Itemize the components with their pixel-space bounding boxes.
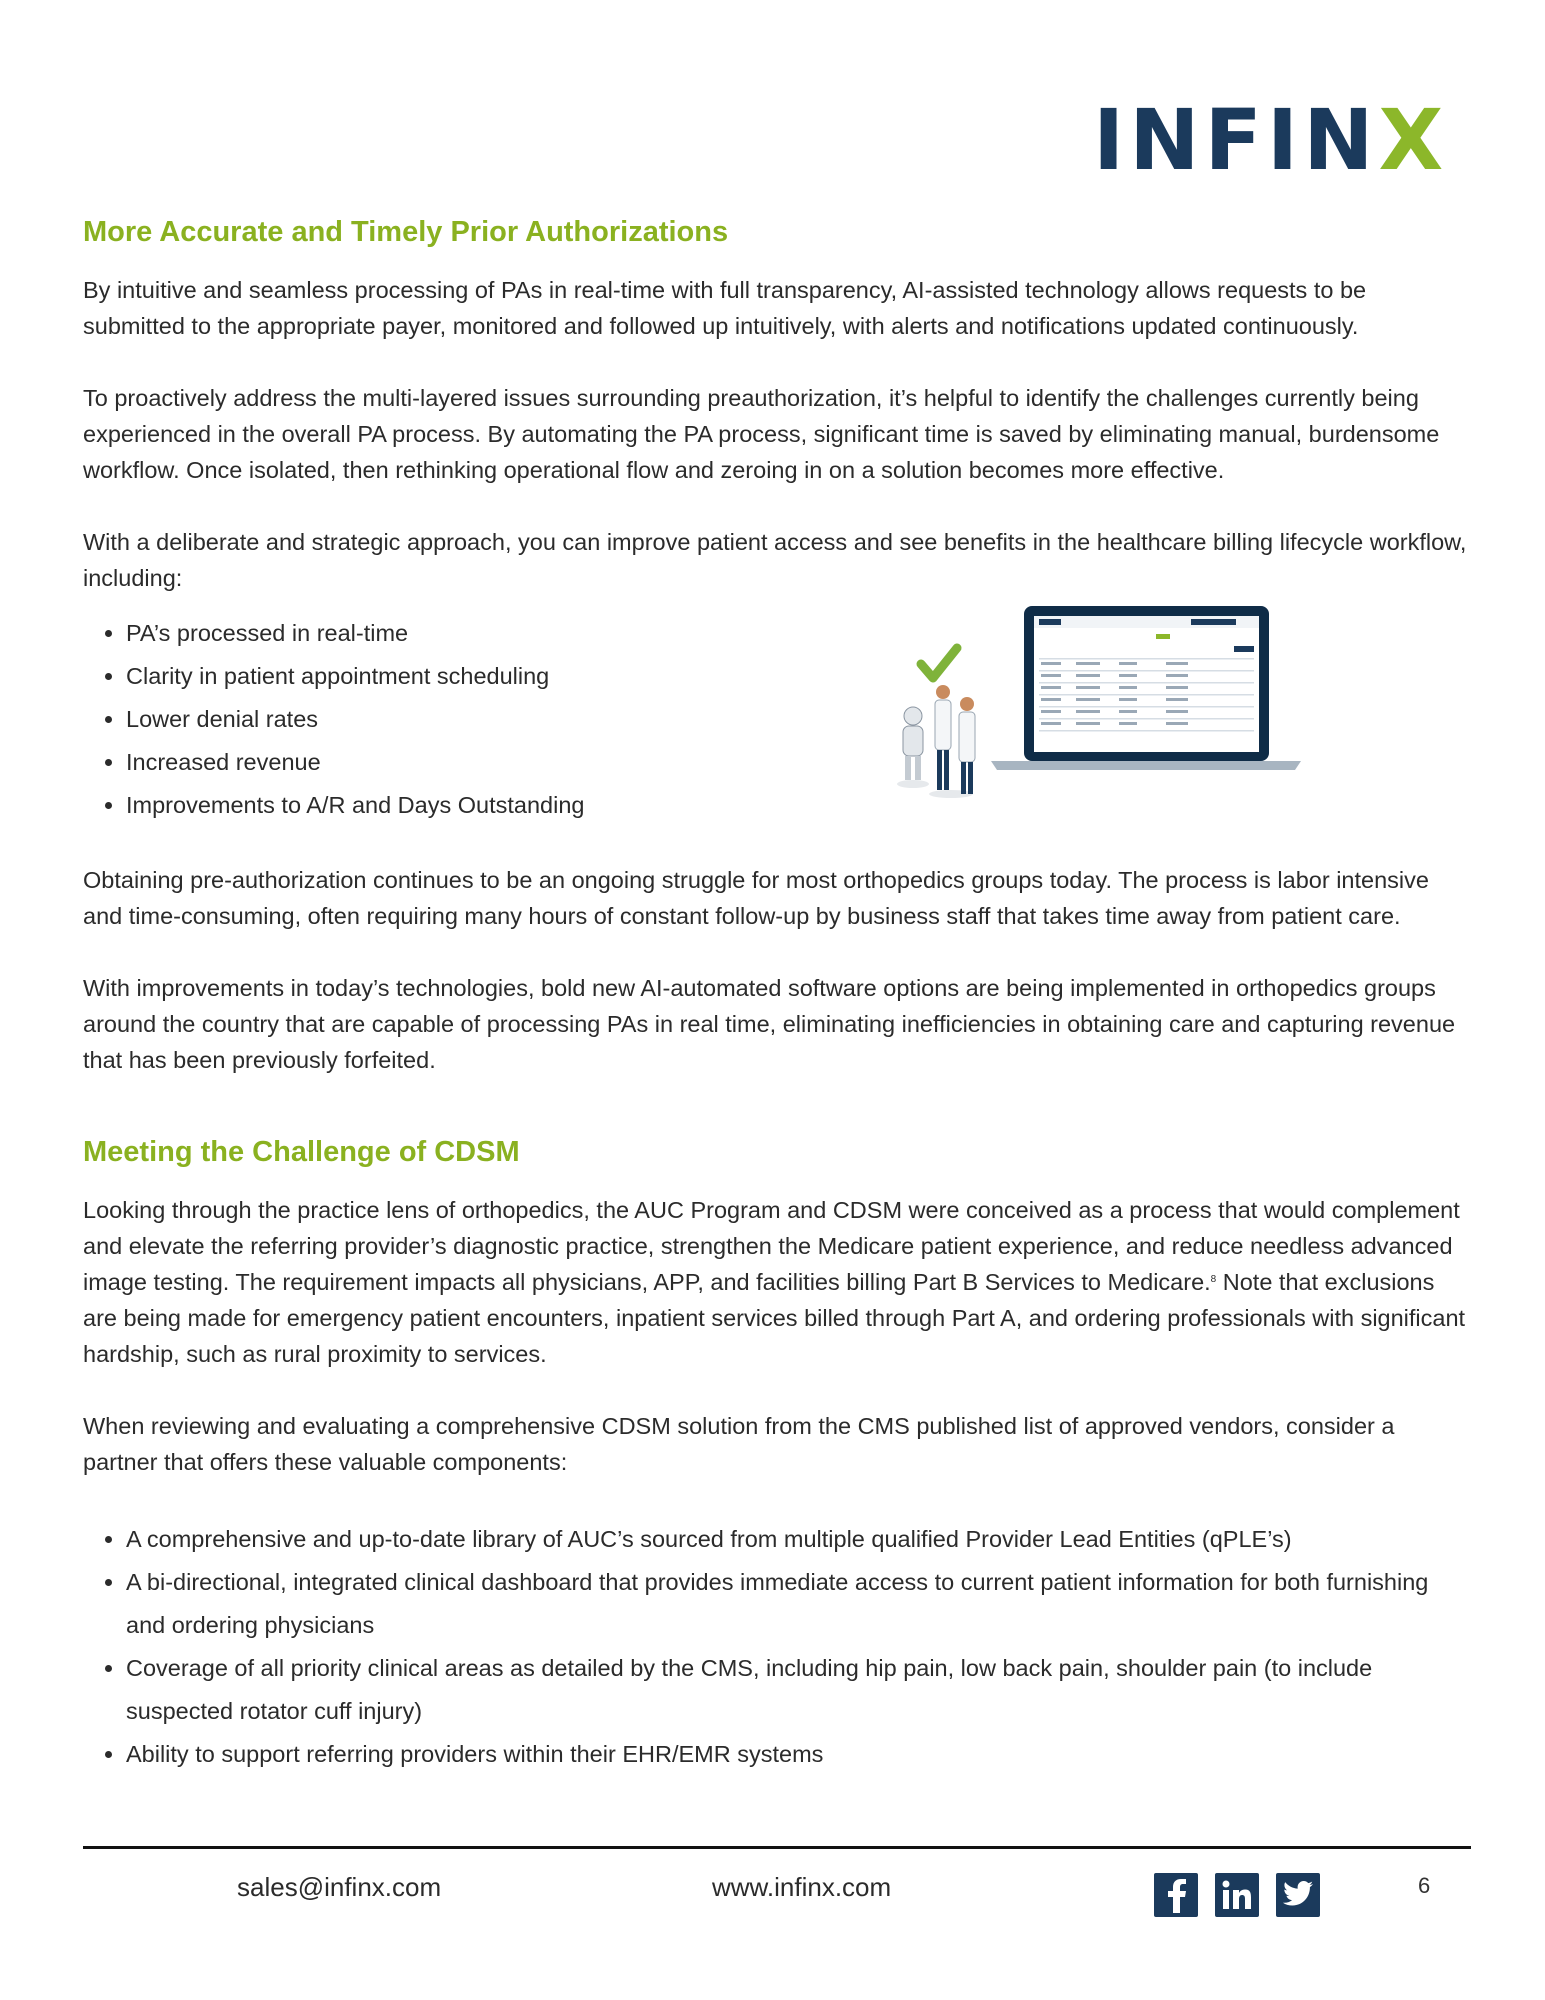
paragraph: When reviewing and evaluating a comprehensive CDSM solution from the CMS published list of approved vendors, consider a partner that offers these valuable components: [83,1413,1395,1475]
heading-prior-authorizations: More Accurate and Timely Prior Authorizations [83,216,729,248]
paragraph [83,1192,1473,1372]
list-item: • Coverage of all priority clinical areas as detailed by the CMS, including hip pain, low back pain, shoulder pain (to include suspected rotator cuff injury) [126,1647,1473,1733]
footnote-reference: 8 [1210,1274,1217,1285]
paragraph: With a deliberate and strategic approach, you can improve patient access and see benefits in the healthcare billing lifecycle workflow, including: [83,529,1467,591]
logo-accent: X [1378,91,1449,189]
list-item: • Lower denial rates [126,698,1473,741]
page-content [83,214,1473,1776]
list-item: • Ability to support referring providers within their EHR/EMR systems [126,1733,1473,1776]
footer-divider [83,1846,1471,1849]
paragraph: By intuitive and seamless processing of PAs in real-time with full transparency, AI-assisted technology allows requests to be submitted to the appropriate payer, monitored and followed up intuitively, with alerts and notifications updated continuously. [83,277,1367,339]
heading-cdsm: Meeting the Challenge of CDSM [83,1136,520,1168]
paragraph: With improvements in today’s technologies, bold new AI-automated software options are being implemented in orthopedics groups around the country that are capable of processing PAs in real time, eliminating inefficiencies in obtaining care and capturing revenue that has been previously forfeited. [83,975,1456,1073]
list-item: • PA’s processed in real-time [126,612,1473,655]
paragraph-text: Note that exclusions are being made for emergency patient encounters, inpatient services billed through Part A, and ordering professionals with significant hardship, such as rural proximity to services. [83,1269,1466,1367]
paragraph: Obtaining pre-authorization continues to be an ongoing struggle for most orthopedics groups today. The process is labor intensive and time-consuming, often requiring many hours of constant follow-up by business staff that takes time away from patient care. [83,867,1429,929]
list-item: • A bi-directional, integrated clinical dashboard that provides immediate access to current patient information for both furnishing and ordering physicians [126,1561,1473,1647]
components-list [83,1518,1473,1776]
list-item: • Clarity in patient appointment scheduling [126,655,1473,698]
social-links [1154,1873,1320,1917]
twitter-icon[interactable] [1276,1873,1320,1917]
linkedin-icon[interactable] [1215,1873,1259,1917]
facebook-icon[interactable] [1154,1873,1198,1917]
logo-text: INFIN [1093,91,1379,189]
paragraph-text: Looking through the practice lens of orthopedics, the AUC Program and CDSM were conceived as a process that would complement and elevate the referring provider’s diagnostic practice, strengthen the Medicare patient experience, and reduce needless advanced image testing. The requirement impacts all physicians, APP, and facilities billing Part B Services to Medicare. [83,1197,1460,1295]
paragraph: To proactively address the multi-layered issues surrounding preauthorization, it’s helpful to identify the challenges currently being experienced in the overall PA process. By automating the PA process, significant time is saved by eliminating manual, burdensome workflow. Once isolated, then rethinking operational flow and zeroing in on a solution becomes more effective. [83,385,1440,483]
footer-email[interactable]: sales@infinx.com [237,1872,442,1902]
laptop-robot-illustration [891,604,1381,804]
list-item: • Increased revenue [126,741,1473,784]
footer-website[interactable]: www.infinx.com [712,1872,892,1902]
benefits-block [83,612,1473,842]
page-number: 6 [1418,1873,1431,1898]
infinx-logo [1093,91,1449,189]
list-item: • Improvements to A/R and Days Outstanding [126,784,1473,827]
list-item: • A comprehensive and up-to-date library of AUC’s sourced from multiple qualified Provider Lead Entities (qPLE’s) [126,1518,1473,1561]
